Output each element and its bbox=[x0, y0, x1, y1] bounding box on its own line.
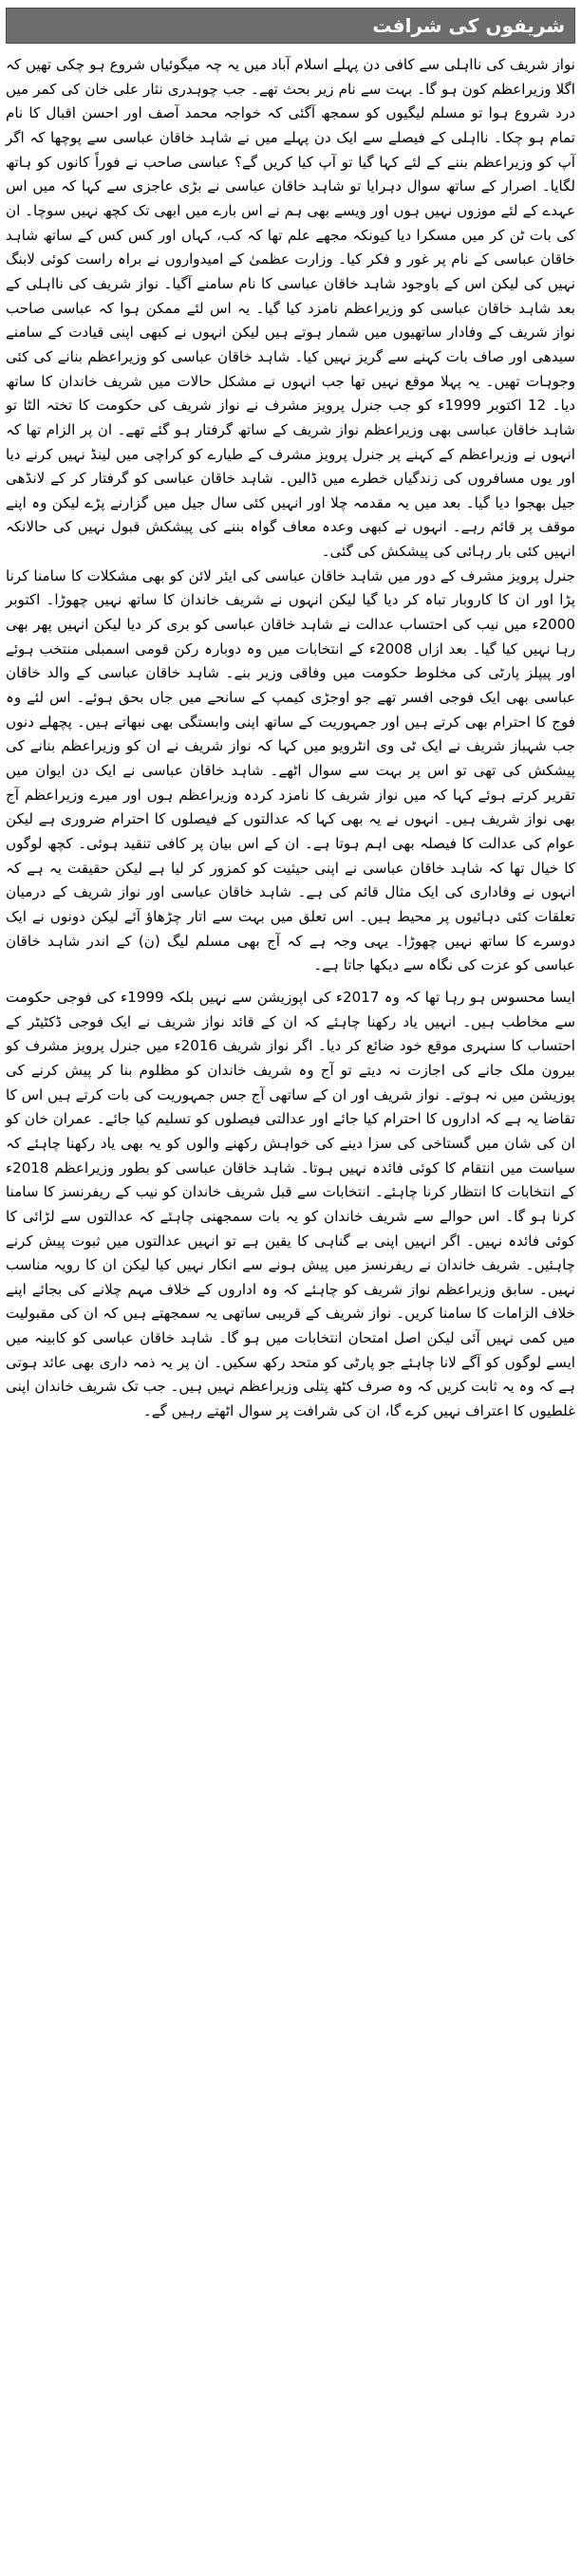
article-paragraph-3: ایسا محسوس ہو رہا تھا کہ وہ 2017ء کی اپوزیشن سے نہیں بلکہ 1999ء کی فوجی حکومت سے مخاطب ہیں۔ انہیں یاد رکھنا چاہئے کہ ان کے قائد نواز شریف نے ایک فوجی ڈکٹیٹر کے احتساب کا سنہری موقع خود ضائع کر دیا۔ اگر نواز شریف 2016ء میں جنرل پرویز مشرف کو بیرون ملک جانے کی اجازت نہ دیتے تو آج وہ شریف خاندان کو مظلوم بنا کر پیش کرنے کی پوزیشن میں نہ ہوتے۔ نواز شریف اور ان کے ساتھی آج جس جمہوریت کی بات کرتے ہیں اس کا تقاضا یہ ہے کہ اداروں کا احترام کیا جائے اور عدالتی فیصلوں کو تسلیم کیا جائے۔ عمران خان کو ان کی شان میں گستاخی کی سزا دینے کی خواہش رکھنے والوں کو یہ بھی یاد رکھنا چاہئے کہ سیاست میں انتقام کا کوئی فائدہ نہیں ہوتا۔ شاہد خاقان عباسی کو بطور وزیراعظم 2018ء کے انتخابات کا انتظار کرنا چاہئے۔ انتخابات سے قبل شریف خاندان کو نیب کے ریفرنسز کا سامنا کرنا ہو گا۔ اس حوالے سے شریف خاندان کو یہ بات سمجھنی چاہئے کہ عدالتوں سے لڑائی کا کوئی فائدہ نہیں۔ اگر انہیں اپنی بے گناہی کا یقین ہے تو انہیں عدالتوں میں ثبوت پیش کرنے چاہئیں۔ شریف خاندان نے ریفرنسز میں پیش ہونے سے انکار نہیں کیا لیکن ان کا رویہ مناسب نہیں۔ سابق وزیراعظم نواز شریف کو چاہئے کہ وہ اداروں کے خلاف مہم چلانے کی بجائے اپنے خلاف الزامات کا سامنا کریں۔ نواز شریف کے قریبی ساتھی یہ سمجھتے ہیں کہ ان کی مقبولیت میں کمی نہیں آئی لیکن اصل امتحان انتخابات میں ہو گا۔ شاہد خاقان عباسی کو کابینہ میں ایسے لوگوں کو آگے لانا چاہئے جو پارٹی کو متحد رکھ سکیں۔ ان پر یہ ذمہ داری بھی عائد ہوتی ہے کہ وہ یہ ثابت کریں کہ وہ صرف کٹھ پتلی وزیراعظم نہیں ہیں۔ جب تک شریف خاندان اپنی غلطیوں کا اعتراف نہیں کرے گا، ان کی شرافت پر سوال اٹھتے رہیں گے۔ bbox=[6, 988, 576, 1420]
article-paragraph-2: جنرل پرویز مشرف کے دور میں شاہد خاقان عباسی کی ایئر لائن کو بھی مشکلات کا سامنا کرنا پڑا اور ان کا کاروبار تباہ کر دیا گیا لیکن انہوں نے شریف خاندان کا ساتھ نہیں چھوڑا۔ اکتوبر 2000ء میں نیب کی احتساب عدالت نے شاہد خاقان عباسی کو بری کر دیا لیکن انہیں پھر بھی رہا نہیں کیا گیا۔ بعد ازاں 2008ء کے انتخابات میں وہ دوبارہ رکن قومی اسمبلی منتخب ہوئے اور پیپلز پارٹی کی مخلوط حکومت میں وفاقی وزیر بنے۔ شاہد خاقان عباسی کے والد خاقان عباسی بھی ایک فوجی افسر تھے جو اوجڑی کیمپ کے سانحے میں جاں بحق ہوئے۔ اس لئے وہ فوج کا احترام بھی کرتے ہیں اور جمہوریت کے ساتھ اپنی وابستگی بھی نبھاتے ہیں۔ پچھلے دنوں جب شہباز شریف نے ایک ٹی وی انٹرویو میں کہا کہ نواز شریف نے ان کو وزیراعظم بنانے کی پیشکش کی تھی تو اس پر بہت سے سوال اٹھے۔ شاہد خاقان عباسی نے ایک دن ایوان میں تقریر کرتے ہوئے کہا کہ میں نواز شریف کا نامزد کردہ وزیراعظم ہوں اور میرے وزیراعظم آج بھی نواز شریف ہیں۔ انہوں نے یہ بھی کہا کہ عدالتوں کے فیصلوں کا احترام ضروری ہے لیکن عوام کی عدالت کا فیصلہ بھی اہم ہوتا ہے۔ ان کے اس بیان پر کافی تنقید ہوئی۔ کچھ لوگوں کا خیال تھا کہ شاہد خاقان عباسی نے اپنی حیثیت کو کمزور کر لیا ہے لیکن حقیقت یہ ہے کہ انہوں نے وفاداری کی ایک مثال قائم کی ہے۔ شاہد خاقان عباسی اور نواز شریف کے درمیان تعلقات کئی دہائیوں پر محیط ہیں۔ اس تعلق میں بہت سے اتار چڑھاؤ آئے لیکن دونوں نے ایک دوسرے کا ساتھ نہیں چھوڑا۔ یہی وجہ ہے کہ آج بھی مسلم لیگ (ن) کے اندر شاہد خاقان عباسی کو عزت کی نگاہ سے دیکھا جاتا ہے۔ bbox=[6, 566, 575, 974]
article-paragraph-1: نواز شریف کی نااہلی سے کافی دن پہلے اسلام آباد میں یہ چہ میگوئیاں شروع ہو چکی تھیں کہ اگلا وزیراعظم کون ہو گا۔ بہت سے نام زیر بحث تھے۔ جب چوہدری نثار علی خان کی کمر میں درد شروع ہوا تو مسلم لیگیوں کو سمجھ آگئی کہ خواجہ محمد آصف اور احسن اقبال کا نام تمام ہو چکا۔ نااہلی کے فیصلے سے ایک دن پہلے میں نے شاہد خاقان عباسی سے پوچھا کہ اگر آپ کو وزیراعظم بننے کے لئے کہا گیا تو آپ کیا کریں گے؟ عباسی صاحب نے فوراً کانوں کو ہاتھ لگایا۔ اصرار کے ساتھ سوال دہرایا تو شاہد خاقان عباسی نے بڑی عاجزی سے کہا کہ میں اس عہدے کے لئے موزوں نہیں ہوں اور ویسے بھی ہم نے اس بارے میں ابھی تک کچھ نہیں سوچا۔ ان کی بات ٹن کر میں مسکرا دیا کیونکہ مجھے علم تھا کہ کب، کہاں اور کس کس کے ساتھ شاہد خاقان عباسی کے نام پر غور و فکر کیا۔ وزارت عظمیٰ کے امیدواروں نے براہ راست کوئی لابنگ نہیں کی لیکن اس کے باوجود شاہد خاقان عباسی کا نام سامنے آگیا۔ نواز شریف کی نااہلی کے بعد شاہد خاقان عباسی کو وزیراعظم نامزد کیا گیا۔ یہ اس لئے ممکن ہوا کہ عباسی صاحب نواز شریف کے وفادار ساتھیوں میں شمار ہوتے ہیں لیکن انہوں نے کبھی اپنی قیادت کے سامنے سیدھی اور صاف بات کہنے سے گریز نہیں کیا۔ شاہد خاقان عباسی کو وزیراعظم بنانے کی کئی وجوہات تھیں۔ یہ پہلا موقع نہیں تھا جب انہوں نے مشکل حالات میں شریف خاندان کا ساتھ دیا۔ 12 اکتوبر 1999ء کو جب جنرل پرویز مشرف نے نواز شریف کی حکومت کا تختہ الٹا تو شاہد خاقان عباسی بھی وزیراعظم نواز شریف کے ساتھ گرفتار ہو گئے تھے۔ ان پر الزام تھا کہ انہوں نے وزیراعظم کے کہنے پر جنرل پرویز مشرف کے طیارے کو کراچی میں لینڈ نہیں کرنے دیا اور یوں مسافروں کی زندگیاں خطرے میں ڈالیں۔ شاہد خاقان عباسی کو گرفتار کر کے لانڈھی جیل بھجوا دیا گیا۔ بعد میں یہ مقدمہ چلا اور انہیں کئی سال جیل میں گزارنے پڑے لیکن وہ اپنے موقف پر قائم رہے۔ انہوں نے کبھی وعدہ معاف گواہ بننے کی پیشکش قبول نہیں کی حالانکہ انہیں کئی بار رہائی کی پیشکش کی گئی۔ bbox=[6, 56, 576, 561]
article-headline: شریفوں کی شرافت bbox=[6, 8, 575, 44]
article-body bbox=[6, 53, 575, 1424]
paragraph-divider bbox=[6, 978, 575, 986]
